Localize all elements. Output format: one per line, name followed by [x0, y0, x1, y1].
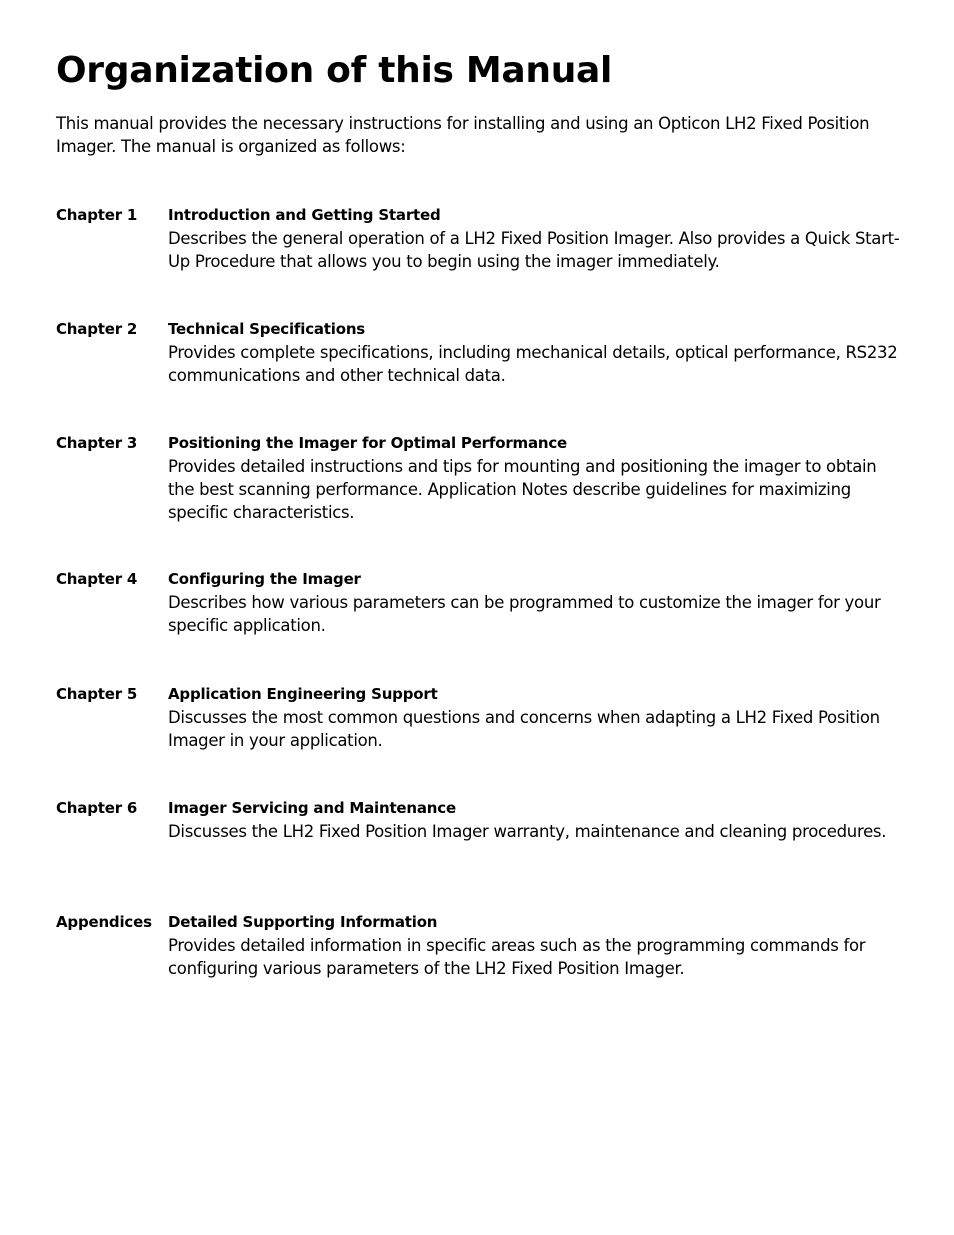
chapter-title: Application Engineering Support — [168, 685, 438, 703]
chapter-label: Chapter 2 — [56, 320, 138, 338]
page-title: Organization of this Manual — [56, 50, 613, 91]
chapter-description: Provides detailed instructions and tips for mounting and positioning the imager to obtain the best scanning performance. Application Notes describe guidelines for maximizing specific characteristics. — [168, 457, 877, 522]
chapter-body — [168, 318, 903, 387]
chapter-title: Introduction and Getting Started — [168, 206, 441, 224]
chapter-body — [168, 911, 903, 980]
chapter-label: Chapter 1 — [56, 206, 138, 224]
chapter-body — [168, 683, 903, 752]
chapter-description: Describes the general operation of a LH2 Fixed Position Imager. Also provides a Quick Start-Up Procedure that allows you to begin using the imager immediately. — [168, 229, 900, 271]
chapter-description: Provides detailed information in specific areas such as the programming commands for configuring various parameters of the LH2 Fixed Position Imager. — [168, 936, 866, 978]
chapter-title: Technical Specifications — [168, 320, 366, 338]
chapter-label: Appendices — [56, 913, 152, 931]
chapter-title: Positioning the Imager for Optimal Performance — [168, 434, 568, 452]
chapter-title: Configuring the Imager — [168, 570, 361, 588]
chapter-label: Chapter 3 — [56, 434, 138, 452]
chapter-body — [168, 204, 903, 273]
chapter-description: Provides complete specifications, including mechanical details, optical performance, RS232 communications and other technical data. — [168, 343, 898, 385]
chapter-label: Chapter 4 — [56, 570, 138, 588]
chapter-body — [168, 568, 903, 637]
chapter-title: Detailed Supporting Information — [168, 913, 438, 931]
chapter-body — [168, 797, 903, 843]
chapter-description: Describes how various parameters can be programmed to customize the imager for your specific application. — [168, 593, 881, 635]
chapter-title: Imager Servicing and Maintenance — [168, 799, 456, 817]
chapter-description: Discusses the LH2 Fixed Position Imager warranty, maintenance and cleaning procedures. — [168, 822, 887, 841]
chapter-body — [168, 432, 903, 524]
intro-paragraph: This manual provides the necessary instructions for installing and using an Opticon LH2 Fixed Position Imager. The manual is organized as follows: — [56, 114, 870, 156]
chapter-label: Chapter 5 — [56, 685, 138, 703]
chapter-label: Chapter 6 — [56, 799, 138, 817]
chapter-description: Discusses the most common questions and concerns when adapting a LH2 Fixed Position Imager in your application. — [168, 708, 880, 750]
